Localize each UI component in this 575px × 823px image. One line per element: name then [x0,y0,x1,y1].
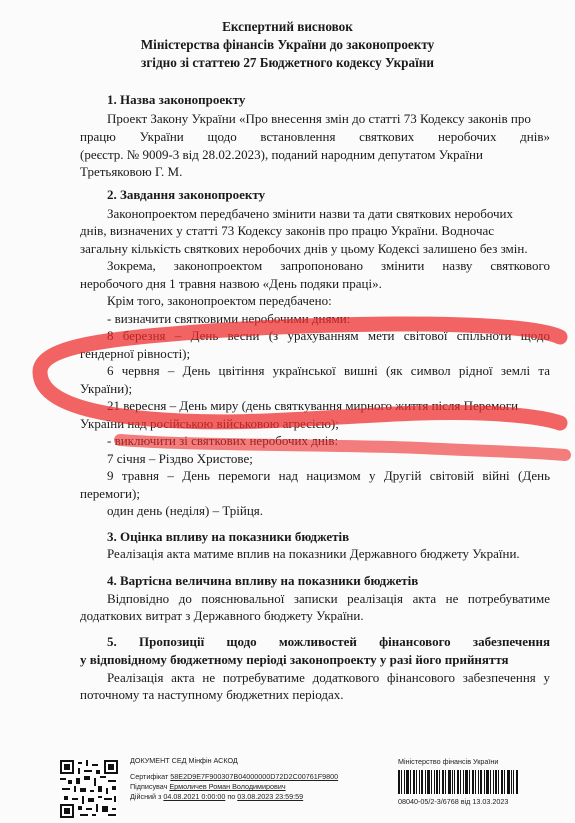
valid-from: 04.08.2021 0:00:00 [163,792,226,801]
valid-label: Дійсний з [130,792,162,801]
section2-line: перемоги); [80,486,140,501]
section3-line: Реалізація акта матиме вплив на показники Державного бюджету України. [107,546,520,561]
section2-line: гендерної рівності); [80,346,191,361]
footer-doc-label: ДОКУМЕНТ СЕД Мінфін АСКОД [130,756,238,765]
certificate-label: Сертифікат [130,772,169,781]
section2-line: 8 березня – День весни (з урахуванням мети світової спільноти щодо [107,328,550,343]
valid-to: 03.08.2023 23:59:59 [237,792,304,801]
section2-line: - виключити зі святкових неробочих днів: [107,433,339,448]
doc-title-line2: Міністерства фінансів України до законопроекту [140,37,435,52]
valid-mid: по [227,792,236,801]
footer-validity [130,792,303,802]
section2-line: України над російською військовою агресією); [80,416,339,431]
section2-line: загальну кількість святкових неробочих днів у цьому Кодексі залишено без змін. [80,241,528,256]
section1-line: Проект Закону України «Про внесення змін до статті 73 Кодексу законів про [107,111,531,126]
section2-line: днів, визначених у статті 73 Кодексу законів про працю України. Водночас [80,223,495,238]
section2-line: Законопроектом передбачено змінити назви та дати святкових неробочих [107,206,513,221]
section2-line: 21 вересня – День миру (день святкування мирного життя після Перемоги [107,398,519,413]
footer-reg-number: 08040-05/2-3/6768 від 13.03.2023 [398,797,509,806]
section1-line: Третьяковою Г. М. [80,164,183,179]
section2-line: України); [80,381,133,396]
section1-line: працю України щодо встановлення святкових неробочих днів» [80,129,550,144]
footer-certificate [130,772,338,782]
section5-line: поточному та наступному бюджетних періодах. [80,687,344,702]
doc-title-line1: Експертний висновок [222,19,353,34]
section2-line: Зокрема, законопроектом запропоновано змінити назву святкового [107,258,550,273]
section4-line: додаткових витрат з Державного бюджету України. [80,608,364,623]
section2-line: один день (неділя) – Трійця. [107,503,264,518]
section5-line: Реалізація акта не потребуватиме додаткового фінансового забезпечення у [107,670,550,685]
section2-line: 6 червня – День цвітіння української вишні (як символ рідної землі та [107,363,550,378]
qr-code [60,760,118,818]
section4-heading: 4. Вартісна величина впливу на показники бюджетів [107,573,419,588]
footer-signer [130,782,286,792]
section5-heading: у відповідному бюджетному періоді законопроекту у разі його прийняття [80,652,509,667]
footer-ministry: Міністерство фінансів України [398,757,499,766]
section1-line: (реєстр. № 9009-3 від 28.02.2023), поданий народним депутатом України [80,147,483,162]
section2-line: 9 травня – День перемоги над нацизмом у Другій світовій війні (День [107,468,550,483]
certificate-value: 58E2D9E7F900307B04000000D72D2C00761F9800 [170,772,339,781]
signer-value: Ермоличев Роман Володимирович [169,782,286,791]
section2-line: неробочого дня 1 травня назвою «День подяки праці». [80,276,382,291]
section2-heading: 2. Завдання законопроекту [107,187,266,202]
barcode [398,770,518,794]
section2-line: - визначити святковими неробочими днями: [107,311,351,326]
section1-heading: 1. Назва законопроекту [107,92,246,107]
section3-heading: 3. Оцінка впливу на показники бюджетів [107,529,350,544]
signer-label: Підписувач [130,782,168,791]
section4-line: Відповідно до пояснювальної записки реалізація акта не потребуватиме [107,591,550,606]
section2-line: Крім того, законопроектом передбачено: [107,293,332,308]
section5-heading: 5. Пропозиції щодо можливостей фінансового забезпечення [107,634,550,649]
doc-title-line3: згідно зі статтею 27 Бюджетного кодексу України [141,55,434,70]
section2-line: 7 січня – Різдво Христове; [107,451,253,466]
